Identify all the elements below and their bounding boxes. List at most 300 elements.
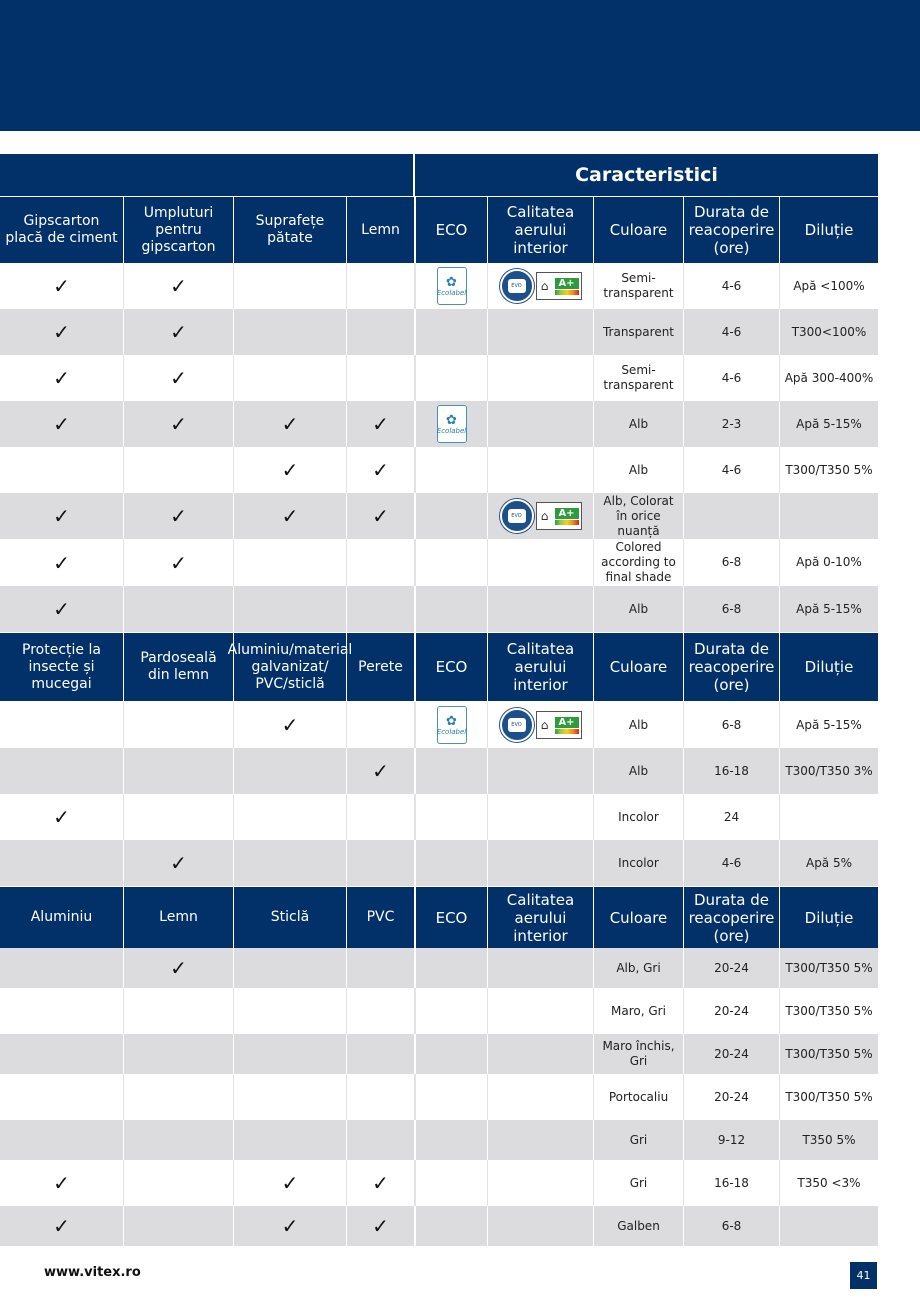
column-header-label: Calitatea aerului interior — [506, 890, 575, 945]
color-cell-value: Alb, Colorat în orice nuanță — [603, 493, 674, 538]
check-cell — [234, 401, 347, 447]
a-plus-label: A+ — [555, 717, 579, 728]
recoat-time-cell-value: 20-24 — [714, 1089, 749, 1104]
table-row — [0, 447, 878, 493]
eco-cell — [415, 1034, 488, 1074]
check-cell — [347, 493, 415, 539]
check-cell — [124, 539, 234, 586]
recoat-time-cell-value: 16-18 — [714, 1175, 749, 1190]
eco-cell — [415, 1120, 488, 1160]
check-cell — [234, 309, 347, 355]
column-header — [0, 887, 124, 948]
air-quality-cell — [488, 401, 594, 447]
check-cell — [234, 1074, 347, 1120]
check-cell — [347, 748, 415, 794]
air-quality-cell — [488, 586, 594, 632]
color-cell — [594, 988, 684, 1034]
table-row — [0, 702, 878, 748]
check-cell — [347, 702, 415, 748]
column-header — [488, 633, 594, 701]
eco-cell — [415, 263, 488, 309]
check-cell — [124, 702, 234, 748]
check-cell — [234, 1206, 347, 1246]
ecolabel-icon — [437, 706, 467, 744]
recoat-time-cell — [684, 840, 780, 886]
column-header — [415, 887, 488, 948]
table-row — [0, 1206, 878, 1246]
column-header — [234, 887, 347, 948]
a-plus-rating-icon — [536, 272, 582, 300]
column-header — [347, 197, 415, 263]
color-cell — [594, 539, 684, 586]
table-row — [0, 263, 878, 309]
checkmark-icon: ✓ — [53, 412, 70, 436]
column-header-label: Culoare — [609, 221, 668, 239]
recoat-time-cell — [684, 263, 780, 309]
recoat-time-cell-value: 4-6 — [721, 462, 742, 477]
recoat-time-cell — [684, 1120, 780, 1160]
column-header-label: ECO — [435, 221, 468, 239]
check-cell — [347, 1074, 415, 1120]
recoat-time-cell — [684, 493, 780, 539]
check-cell — [347, 948, 415, 988]
color-cell — [594, 401, 684, 447]
column-header — [0, 197, 124, 263]
color-cell — [594, 493, 684, 539]
color-cell — [594, 309, 684, 355]
ecolabel-text: Ecolabel — [436, 426, 467, 435]
check-cell — [0, 1160, 124, 1206]
dilution-cell — [780, 539, 878, 586]
column-header-label: Protecție la insecte și mucegai — [22, 641, 101, 692]
air-quality-cell — [488, 309, 594, 355]
dilution-cell — [780, 794, 878, 840]
column-header-label: Diluție — [804, 908, 854, 927]
recoat-time-cell-value: 6-8 — [721, 601, 742, 616]
characteristics-title: Caracteristici — [575, 163, 718, 186]
color-cell-value: Gri — [629, 1175, 648, 1190]
eco-cell — [415, 309, 488, 355]
evo-seal-text: EVO — [508, 718, 526, 732]
table-row — [0, 586, 878, 632]
indoor-air-quality-icon — [500, 499, 582, 533]
check-cell — [0, 794, 124, 840]
check-cell — [0, 1120, 124, 1160]
checkmark-icon: ✓ — [281, 713, 299, 737]
eco-cell — [415, 493, 488, 539]
column-header-label: Durata de reacoperire (ore) — [688, 640, 775, 694]
check-cell — [347, 794, 415, 840]
check-cell — [124, 309, 234, 355]
check-cell — [0, 539, 124, 586]
evo-seal-icon — [500, 269, 534, 303]
recoat-time-cell — [684, 586, 780, 632]
checkmark-icon: ✓ — [170, 956, 187, 980]
check-cell — [0, 1206, 124, 1246]
check-cell — [347, 1034, 415, 1074]
eco-cell — [415, 748, 488, 794]
check-cell — [124, 263, 234, 309]
color-cell-value: Colored according to final shade — [601, 540, 676, 584]
air-quality-cell — [488, 948, 594, 988]
column-header-label: Gipscarton placă de ciment — [5, 213, 118, 246]
dilution-cell — [780, 840, 878, 886]
ecolabel-flower-icon: ✿ — [446, 713, 457, 729]
evo-seal-text: EVO — [508, 509, 526, 523]
color-cell — [594, 748, 684, 794]
indoor-air-quality-icon — [500, 269, 582, 303]
dilution-cell — [780, 1120, 878, 1160]
column-header-label: PVC — [366, 909, 395, 925]
dilution-cell — [780, 988, 878, 1034]
header-row-header2 — [0, 633, 878, 701]
checkmark-icon: ✓ — [170, 320, 187, 344]
check-cell — [124, 401, 234, 447]
column-header — [684, 197, 780, 263]
recoat-time-cell — [684, 539, 780, 586]
column-header-label: Durata de reacoperire (ore) — [688, 203, 775, 257]
dilution-cell — [780, 309, 878, 355]
check-cell — [0, 988, 124, 1034]
column-header-label: Diluție — [804, 658, 854, 676]
check-cell — [124, 840, 234, 886]
ecolabel-flower-icon: ✿ — [446, 274, 457, 290]
column-header — [780, 633, 878, 701]
ecolabel-text: Ecolabel — [436, 727, 467, 736]
column-header-label: Aluminiu — [30, 909, 93, 925]
recoat-time-cell-value: 4-6 — [721, 278, 742, 293]
checkmark-icon: ✓ — [170, 550, 187, 575]
recoat-time-cell — [684, 748, 780, 794]
column-header — [780, 887, 878, 948]
air-quality-cell — [488, 1120, 594, 1160]
check-cell — [124, 1206, 234, 1246]
eco-cell — [415, 355, 488, 401]
column-header-label: ECO — [435, 908, 468, 927]
page-number: 41 — [850, 1262, 877, 1289]
column-header — [415, 197, 488, 263]
dilution-cell-value: T300/T350 5% — [785, 1046, 873, 1061]
check-cell — [0, 702, 124, 748]
checkmark-icon: ✓ — [53, 366, 70, 390]
check-cell — [124, 988, 234, 1034]
color-cell — [594, 1206, 684, 1246]
column-header-label: Pardoseală din lemn — [140, 650, 217, 683]
dilution-cell — [780, 748, 878, 794]
check-cell — [124, 1074, 234, 1120]
air-quality-cell — [488, 702, 594, 748]
recoat-time-cell — [684, 401, 780, 447]
check-cell — [0, 447, 124, 493]
checkmark-icon: ✓ — [281, 504, 299, 528]
check-cell — [347, 840, 415, 886]
recoat-time-cell-value: 16-18 — [714, 763, 749, 778]
column-header-label: Aluminiu/material galvanizat/ PVC/sticlă — [227, 641, 353, 692]
check-cell — [124, 948, 234, 988]
check-cell — [347, 355, 415, 401]
ecolabel-text: Ecolabel — [436, 288, 467, 297]
column-header-label: Durata de reacoperire (ore) — [688, 890, 775, 945]
check-cell — [0, 948, 124, 988]
checkmark-icon: ✓ — [53, 550, 70, 575]
column-header — [124, 197, 234, 263]
a-plus-label: A+ — [555, 508, 579, 519]
rating-scale — [553, 712, 581, 738]
checkmark-icon: ✓ — [170, 504, 187, 528]
air-quality-cell — [488, 988, 594, 1034]
check-cell — [124, 586, 234, 632]
checkmark-icon: ✓ — [372, 458, 389, 482]
check-cell — [347, 1206, 415, 1246]
color-cell-value: Alb — [628, 717, 649, 732]
check-cell — [347, 1160, 415, 1206]
checkmark-icon: ✓ — [281, 458, 299, 482]
recoat-time-cell-value: 4-6 — [721, 370, 742, 385]
house-icon: ⌂ — [540, 279, 549, 293]
check-cell — [234, 748, 347, 794]
a-plus-rating-icon — [536, 502, 582, 530]
checkmark-icon: ✓ — [372, 1171, 389, 1195]
dilution-cell — [780, 702, 878, 748]
dilution-cell — [780, 355, 878, 401]
color-cell — [594, 1120, 684, 1160]
check-cell — [234, 948, 347, 988]
column-header — [415, 633, 488, 701]
color-cell-value: Transparent — [602, 324, 675, 339]
check-cell — [234, 263, 347, 309]
check-cell — [347, 539, 415, 586]
column-header-label: Umpluturi pentru gipscarton — [141, 204, 216, 255]
recoat-time-cell — [684, 1034, 780, 1074]
check-cell — [124, 1120, 234, 1160]
top-banner — [0, 0, 920, 131]
check-cell — [234, 355, 347, 401]
dilution-cell — [780, 586, 878, 632]
air-quality-cell — [488, 1206, 594, 1246]
dilution-cell-value: T350 <3% — [797, 1175, 861, 1190]
checkmark-icon: ✓ — [372, 1214, 389, 1238]
column-header — [780, 197, 878, 263]
check-cell — [234, 794, 347, 840]
header-row-header1 — [0, 197, 878, 263]
check-cell — [234, 1120, 347, 1160]
check-cell — [0, 840, 124, 886]
rating-color-scale — [555, 290, 579, 295]
top-header-row — [0, 154, 878, 196]
eco-cell — [415, 840, 488, 886]
recoat-time-cell-value: 6-8 — [721, 555, 742, 569]
recoat-time-cell-value: 20-24 — [714, 1003, 749, 1018]
air-quality-cell — [488, 539, 594, 586]
check-cell — [0, 748, 124, 794]
column-header — [594, 197, 684, 263]
air-quality-cell — [488, 748, 594, 794]
dilution-cell — [780, 447, 878, 493]
column-header-label: Lemn — [159, 909, 198, 925]
column-header — [684, 887, 780, 948]
air-quality-cell — [488, 794, 594, 840]
column-header — [594, 633, 684, 701]
ecolabel-icon — [437, 405, 467, 443]
recoat-time-cell-value: 9-12 — [717, 1132, 746, 1147]
color-cell-value: Galben — [617, 1218, 660, 1233]
rating-scale — [553, 273, 581, 299]
table-row — [0, 988, 878, 1034]
evo-seal-icon — [500, 708, 534, 742]
checkmark-icon: ✓ — [170, 412, 187, 436]
checkmark-icon: ✓ — [281, 412, 299, 436]
dilution-cell-value: T300/T350 3% — [785, 763, 873, 778]
check-cell — [234, 1034, 347, 1074]
check-cell — [124, 355, 234, 401]
evo-seal-text: EVO — [508, 279, 526, 293]
color-cell-value: Alb — [628, 416, 649, 431]
color-cell-value: Incolor — [618, 809, 659, 824]
color-cell-value: Alb — [628, 462, 649, 477]
color-cell-value: Incolor — [618, 855, 659, 870]
dilution-cell-value: Apă 5-15% — [796, 416, 862, 431]
check-cell — [124, 1034, 234, 1074]
table-row — [0, 840, 878, 886]
color-cell-value: Maro, Gri — [611, 1003, 666, 1018]
a-plus-label: A+ — [555, 278, 579, 289]
check-cell — [0, 355, 124, 401]
footer-url[interactable]: www.vitex.ro — [44, 1265, 141, 1280]
air-quality-cell — [488, 840, 594, 886]
column-header — [0, 633, 124, 701]
air-quality-cell — [488, 263, 594, 309]
column-header-label: Suprafețe pătate — [255, 213, 325, 246]
column-header-label: Culoare — [609, 658, 668, 676]
a-plus-rating-icon — [536, 711, 582, 739]
air-quality-cell — [488, 1074, 594, 1120]
air-quality-cell — [488, 493, 594, 539]
checkmark-icon: ✓ — [53, 320, 70, 344]
column-header-label: Lemn — [361, 221, 400, 238]
check-cell — [347, 1120, 415, 1160]
table-row — [0, 748, 878, 794]
eco-cell — [415, 794, 488, 840]
checkmark-icon: ✓ — [372, 759, 389, 783]
checkmark-icon: ✓ — [281, 1214, 299, 1238]
color-cell-value: Portocaliu — [608, 1089, 669, 1104]
color-cell — [594, 1160, 684, 1206]
recoat-time-cell — [684, 309, 780, 355]
check-cell — [234, 1160, 347, 1206]
dilution-cell-value: T300/T350 5% — [785, 1089, 873, 1104]
eco-cell — [415, 702, 488, 748]
table-row — [0, 1120, 878, 1160]
checkmark-icon: ✓ — [53, 1214, 70, 1238]
eco-cell — [415, 447, 488, 493]
color-cell-value: Alb — [628, 601, 649, 616]
table-row — [0, 948, 878, 988]
table-row — [0, 794, 878, 840]
check-cell — [124, 447, 234, 493]
ecolabel-flower-icon: ✿ — [446, 412, 457, 428]
recoat-time-cell-value: 6-8 — [721, 717, 742, 732]
eco-cell — [415, 988, 488, 1034]
header-row-header3 — [0, 887, 878, 948]
color-cell-value: Maro închis, Gri — [602, 1039, 675, 1068]
check-cell — [0, 586, 124, 632]
check-cell — [234, 840, 347, 886]
column-header — [234, 197, 347, 263]
color-cell — [594, 1034, 684, 1074]
recoat-time-cell — [684, 355, 780, 401]
color-cell-value: Alb — [628, 763, 649, 778]
table-row — [0, 1034, 878, 1074]
color-cell — [594, 586, 684, 632]
dilution-cell-value: T300/T350 5% — [785, 462, 873, 477]
recoat-time-cell — [684, 1160, 780, 1206]
checkmark-icon: ✓ — [53, 504, 70, 528]
recoat-time-cell — [684, 702, 780, 748]
column-header-label: Calitatea aerului interior — [506, 203, 575, 257]
recoat-time-cell — [684, 1074, 780, 1120]
column-header — [124, 887, 234, 948]
dilution-cell — [780, 401, 878, 447]
check-cell — [0, 493, 124, 539]
check-cell — [0, 1074, 124, 1120]
dilution-cell — [780, 948, 878, 988]
dilution-cell-value: Apă 0-10% — [796, 555, 862, 569]
check-cell — [347, 447, 415, 493]
table-row — [0, 401, 878, 447]
check-cell — [0, 263, 124, 309]
checkmark-icon: ✓ — [170, 274, 187, 298]
table-row — [0, 1160, 878, 1206]
column-header — [488, 887, 594, 948]
check-cell — [234, 988, 347, 1034]
check-cell — [124, 493, 234, 539]
color-cell-value: Alb, Gri — [616, 960, 661, 975]
color-cell-value: Semi-transparent — [603, 363, 674, 392]
recoat-time-cell-value: 4-6 — [721, 855, 742, 870]
check-cell — [234, 702, 347, 748]
column-header — [488, 197, 594, 263]
eco-cell — [415, 1074, 488, 1120]
dilution-cell — [780, 1206, 878, 1246]
air-quality-cell — [488, 355, 594, 401]
rating-color-scale — [555, 520, 579, 525]
eco-cell — [415, 948, 488, 988]
house-icon: ⌂ — [540, 718, 549, 732]
dilution-cell-value: T300<100% — [791, 324, 867, 339]
dilution-cell-value: Apă 5-15% — [796, 601, 862, 616]
eco-cell — [415, 586, 488, 632]
top-header-characteristics — [415, 154, 878, 196]
checkmark-icon: ✓ — [53, 597, 70, 621]
recoat-time-cell-value: 20-24 — [714, 1046, 749, 1061]
check-cell — [347, 309, 415, 355]
eco-cell — [415, 1160, 488, 1206]
column-header — [347, 887, 415, 948]
ecolabel-icon — [437, 267, 467, 305]
dilution-cell-value: Apă 5-15% — [796, 717, 862, 732]
check-cell — [124, 748, 234, 794]
checkmark-icon: ✓ — [372, 412, 389, 436]
check-cell — [347, 988, 415, 1034]
column-header-label: ECO — [435, 658, 468, 676]
column-header-label: Culoare — [609, 908, 668, 927]
column-header-label: Calitatea aerului interior — [506, 640, 575, 694]
check-cell — [234, 539, 347, 586]
top-header-blank — [0, 154, 415, 196]
rating-color-scale — [555, 729, 579, 734]
table-row — [0, 355, 878, 401]
recoat-time-cell — [684, 948, 780, 988]
